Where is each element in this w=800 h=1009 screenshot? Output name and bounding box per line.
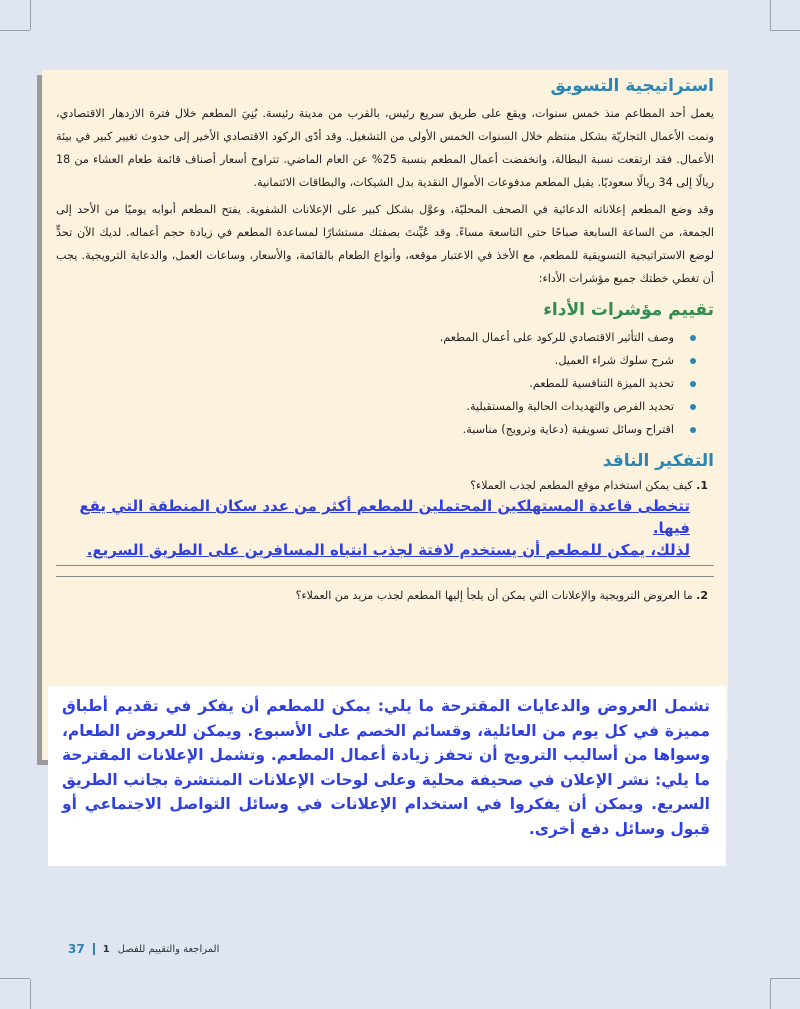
crop-mark (770, 30, 800, 31)
crop-mark (30, 979, 31, 1009)
kpi-list (56, 326, 714, 441)
answer-1-line-1: تتخطى قاعدة المستهلكين المحتملين للمطعم أكثر من عدد سكان المنطقة التي يقع فيها. (79, 497, 690, 537)
crop-mark (30, 0, 31, 30)
crop-mark (770, 978, 800, 979)
crop-mark (0, 978, 30, 979)
list-item (56, 418, 674, 441)
list-item (56, 395, 674, 418)
crop-mark (770, 0, 771, 30)
answer-1-line-2: لذلك، يمكن للمطعم أن يستخدم لافتة لجذب انتباه المسافرين على الطريق السريع. (86, 541, 690, 559)
question-1-text: كيف يمكن استخدام موقع المطعم لجذب العملاء؟ (470, 479, 693, 492)
chapter-label: المراجعة والتقييم للفصل (117, 943, 220, 955)
crop-mark (0, 30, 30, 31)
question-2 (56, 587, 714, 605)
question-1-number: 1. (696, 479, 708, 492)
kpi-item-text: تحديد الفرص والتهديدات الحالية والمستقبلية. (466, 400, 674, 413)
panel-inner (56, 76, 714, 605)
list-item (56, 326, 674, 349)
kpi-title: تقييم مؤشرات الأداء (543, 300, 714, 320)
marketing-paragraph-2: وقد وضع المطعم إعلاناته الدعائية في الصحف المحليّة، وعوَّل بشكل كبير على الإعلانات الشفوية. يفتح المطعم أبوابه يوميًا من الأحد إلى الجمعة، من الساعة السابعة صباحًا حتى التاسعة مساءً. وقد عُيِّنتَ بصفتك مستشارًا لمساعدة المطعم في زيادة حجم أعماله. لديك الآن تحدٍّ لوضع الاستراتيجية التسويقية للمطعم، مع الأخذ في الاعتبار موقعه، وأنواع الطعام بالقائمة، والأسعار، وساعات العمل، والدعاية الترويجية. يجب أن تغطي خطتك جميع مؤشرات الأداء: (56, 203, 714, 285)
bullet-icon (690, 358, 696, 364)
content-panel (42, 70, 728, 760)
kpi-item-text: تحديد الميزة التنافسية للمطعم. (529, 377, 674, 390)
kpi-item-text: وصف التأثير الاقتصادي للركود على أعمال المطعم. (439, 331, 674, 344)
crop-mark (770, 979, 771, 1009)
answer-2-text: تشمل العروض والدعايات المقترحة ما يلي: يمكن للمطعم أن يفكر في تقديم أطباق مميزة في كل يوم من العائلية، وقسائم الخصم على الأسبوع. ويمكن للعروض الطعام، وسواها من أساليب الترويج أن تحفز زيادة أعمال المطعم. وتشمل الإعلانات المقترحة ما يلي: نشر الإعلان في صحيفة محلية وعلى لوحات الإعلانات المنتشرة بجانب الطريق السريع. ويمكن أن يفكروا في استخدام الإعلانات في وسائل التواصل الاجتماعي أو قبول وسائل دفع أخرى. (62, 697, 710, 838)
question-1 (56, 477, 714, 495)
list-item (56, 372, 674, 395)
chapter-number: 1 (102, 943, 110, 955)
page-number: 37 (68, 942, 85, 956)
divider (56, 565, 714, 566)
bullet-icon (690, 427, 696, 433)
marketing-title: استراتيجية التسويق (550, 76, 714, 96)
divider (56, 576, 714, 577)
page-footer (68, 942, 219, 956)
bullet-icon (690, 381, 696, 387)
answer-2-box (48, 686, 726, 866)
kpi-item-text: اقتراح وسائل تسويقية (دعاية وترويج) مناسبة. (462, 423, 674, 436)
bullet-icon (690, 335, 696, 341)
footer-separator (93, 943, 95, 955)
question-2-number: 2. (696, 589, 708, 602)
list-item (56, 349, 674, 372)
question-2-text: ما العروض الترويجية والإعلانات التي يمكن أن يلجأ إليها المطعم لجذب مزيد من العملاء؟ (295, 589, 693, 602)
marketing-paragraph-1: يعمل أحد المطاعم منذ خمس سنوات، ويقع على طريق سريع رئيس، بالقرب من مدينة رئيسة. بُنِيَ المطعم خلال فترة الازدهار الاقتصادي، ونمت الأعمال التجاريّة بشكل منتظم خلال السنوات الخمس الأولى من التشغيل. وقد أدّى الركود الاقتصادي الأخير إلى حدوث تغيير كبير في بيئة الأعمال. فقد ارتفعت نسبة البطالة، وانخفضت أعمال المطعم بنسبة 25% عن العام الماضي. تتراوح أسعار أصناف قائمة طعام العشاء من 18 ريالًا إلى 34 ريالًا سعوديًا. يقبل المطعم مدفوعات الأموال النقدية بدل الشيكات، والبطاقات الائتمانية. (56, 107, 714, 189)
critical-title: التفكير الناقد (602, 451, 714, 471)
kpi-item-text: شرح سلوك شراء العميل. (554, 354, 674, 367)
bullet-icon (690, 404, 696, 410)
